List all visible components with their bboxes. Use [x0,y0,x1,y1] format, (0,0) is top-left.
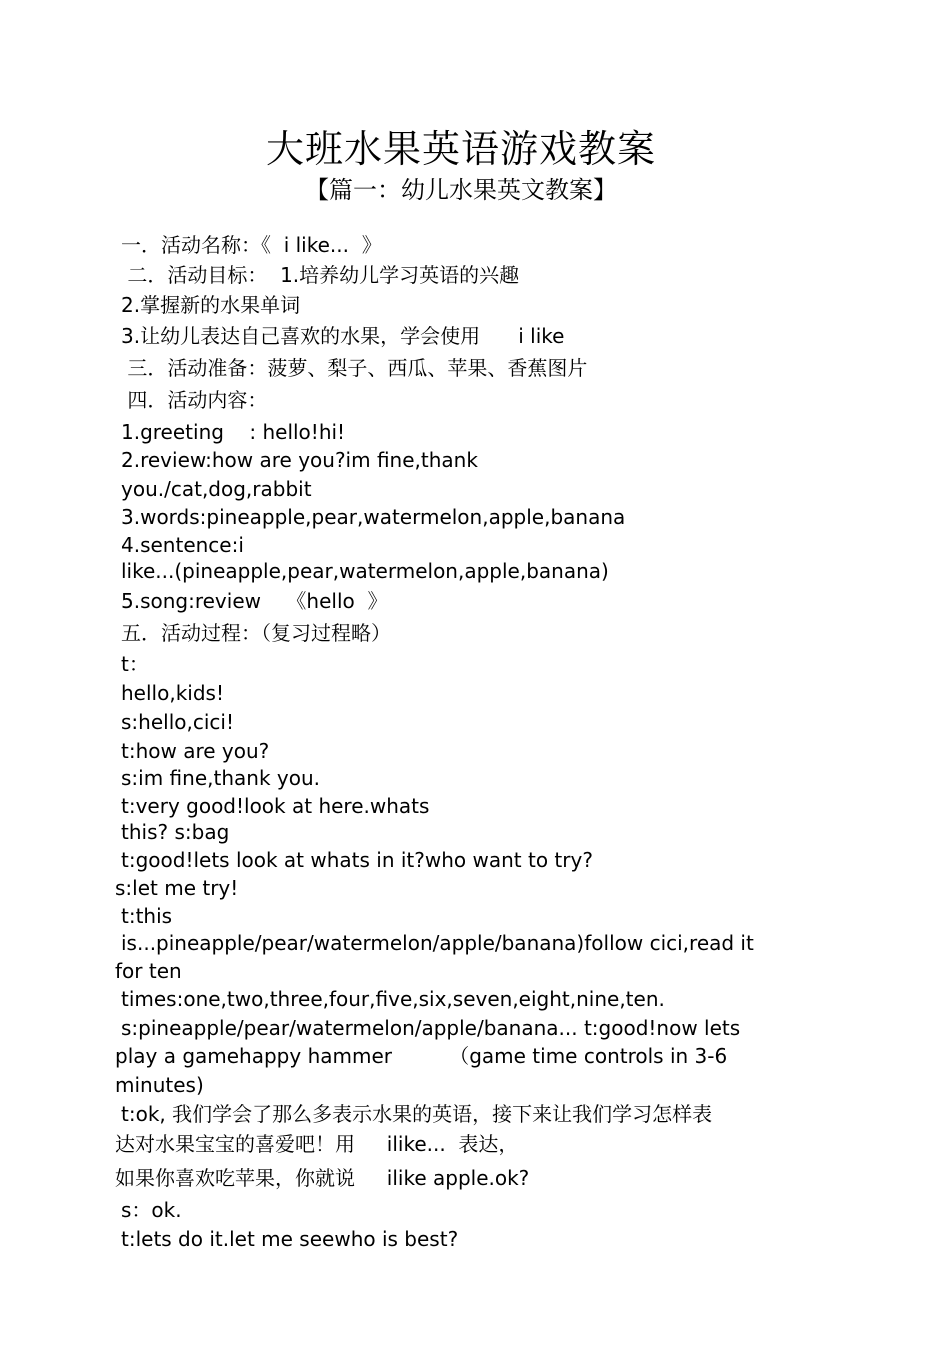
text-line: s:im fine,thank you. [121,766,320,790]
text-line: times:one,two,three,four,five,six,seven,eight,nine,ten. [121,987,665,1011]
text-line: 二．活动目标： 1.培养幼儿学习英语的兴趣 [121,263,520,287]
text-line: is...pineapple/pear/watermelon/apple/banana)follow cici,read it [121,931,754,955]
text-line: t:lets do it.let me seewho is best? [121,1227,459,1251]
document-title: 大班水果英语游戏教案 [265,127,656,171]
text-line: t:this [121,904,173,928]
text-line: this? s:bag [121,820,230,844]
text-line: 3.words:pineapple,pear,watermelon,apple,banana [121,505,626,529]
text-line: for ten [115,959,182,983]
text-line: 五．活动过程：（复习过程略） [121,621,391,645]
document-subtitle: 【篇一：幼儿水果英文教案】 [305,176,617,204]
text-line: 2.掌握新的水果单词 [121,293,301,317]
text-line: t:how are you? [121,739,270,763]
text-line: 1.greeting : hello!hi! [121,420,346,444]
text-line: t:good!lets look at whats in it?who want to try? [121,848,593,872]
text-line: s:hello,cici! [121,710,234,734]
text-line: t： [121,652,149,676]
text-line: 达对水果宝宝的喜爱吧！用 ilike... 表达， [115,1132,519,1156]
text-line: 4.sentence:i [121,533,244,557]
text-line: s:let me try! [115,876,239,900]
text-line: play a gamehappy hammer （game time controls in 3-6 [115,1044,728,1068]
text-line: 一．活动名称：《 i like... 》 [121,233,382,257]
text-line: s:pineapple/pear/watermelon/apple/banana... t:good!now lets [121,1016,741,1040]
text-line: 四．活动内容： [121,388,268,412]
text-line: hello,kids! [121,681,224,705]
text-line: like...(pineapple,pear,watermelon,apple,banana) [121,559,609,583]
text-line: 三．活动准备：菠萝、梨子、西瓜、苹果、香蕉图片 [121,356,588,380]
text-line: 2.review:how are you?im fine,thank [121,448,478,472]
text-line: t:very good!look at here.whats [121,794,430,818]
text-line: 如果你喜欢吃苹果，你就说 ilike apple.ok? [115,1166,530,1190]
text-line: t:ok, 我们学会了那么多表示水果的英语，接下来让我们学习怎样表 [121,1102,713,1126]
text-line: s：ok. [121,1198,182,1222]
text-line: 3.让幼儿表达自己喜欢的水果，学会使用 i like [121,324,565,348]
text-line: you./cat,dog,rabbit [121,477,312,501]
text-line: 5.song:review 《hello 》 [121,589,388,613]
text-line: minutes) [115,1073,204,1097]
